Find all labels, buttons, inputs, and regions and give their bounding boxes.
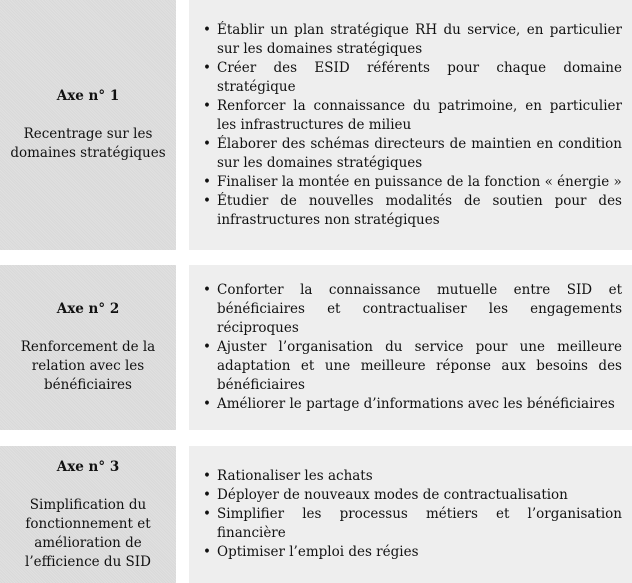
- list-item: • Créer des ESID référents pour chaque domaine stratégique: [217, 59, 622, 97]
- axe-3-label-box: [0, 446, 176, 583]
- axe-subtitle: Recentrage sur les domaines stratégiques: [10, 126, 166, 161]
- list-item: • Renforcer la connaissance du patrimoine, en particulier les infrastructures de milieu: [217, 97, 622, 135]
- list-item: • Ajuster l’organisation du service pour une meilleure adaptation et une meilleure réponse aux besoins des bénéficiaires: [217, 338, 622, 395]
- list-item: • Simplifier les processus métiers et l’organisation financière: [217, 505, 622, 543]
- list-item: • Rationaliser les achats: [217, 467, 622, 486]
- list-item: • Conforter la connaissance mutuelle entre SID et bénéficiaires et contractualiser les engagements réciproques: [217, 281, 622, 338]
- action-list: [201, 281, 622, 414]
- list-item: • Établir un plan stratégique RH du service, en particulier sur les domaines stratégiques: [217, 21, 622, 59]
- list-item: • Optimiser l’emploi des régies: [217, 543, 622, 562]
- axe-3-actions-box: [189, 446, 632, 583]
- axe-subtitle: Renforcement de la relation avec les bénéficiaires: [20, 339, 156, 393]
- list-item: • Étudier de nouvelles modalités de soutien pour des infrastructures non stratégiques: [217, 192, 622, 230]
- action-list: [201, 467, 622, 562]
- axe-title: Axe n° 2: [56, 301, 120, 317]
- list-item: • Finaliser la montée en puissance de la fonction « énergie »: [217, 173, 622, 192]
- axe-title: Axe n° 1: [56, 88, 120, 104]
- list-item: • Déployer de nouveaux modes de contractualisation: [217, 486, 622, 505]
- list-item: • Élaborer des schémas directeurs de maintien en condition sur les domaines stratégiques: [217, 135, 622, 173]
- list-item: • Améliorer le partage d’informations avec les bénéficiaires: [217, 395, 622, 414]
- axe-2-actions-box: [189, 265, 632, 430]
- axe-title: Axe n° 3: [56, 458, 120, 475]
- axe-2-label-box: [0, 265, 176, 430]
- axe-1-label-box: [0, 0, 176, 250]
- action-list: [201, 21, 622, 230]
- axe-1-actions-box: [189, 0, 632, 250]
- axe-subtitle: Simplification du fonctionnement et amélioration de l’efficience du SID: [25, 496, 151, 570]
